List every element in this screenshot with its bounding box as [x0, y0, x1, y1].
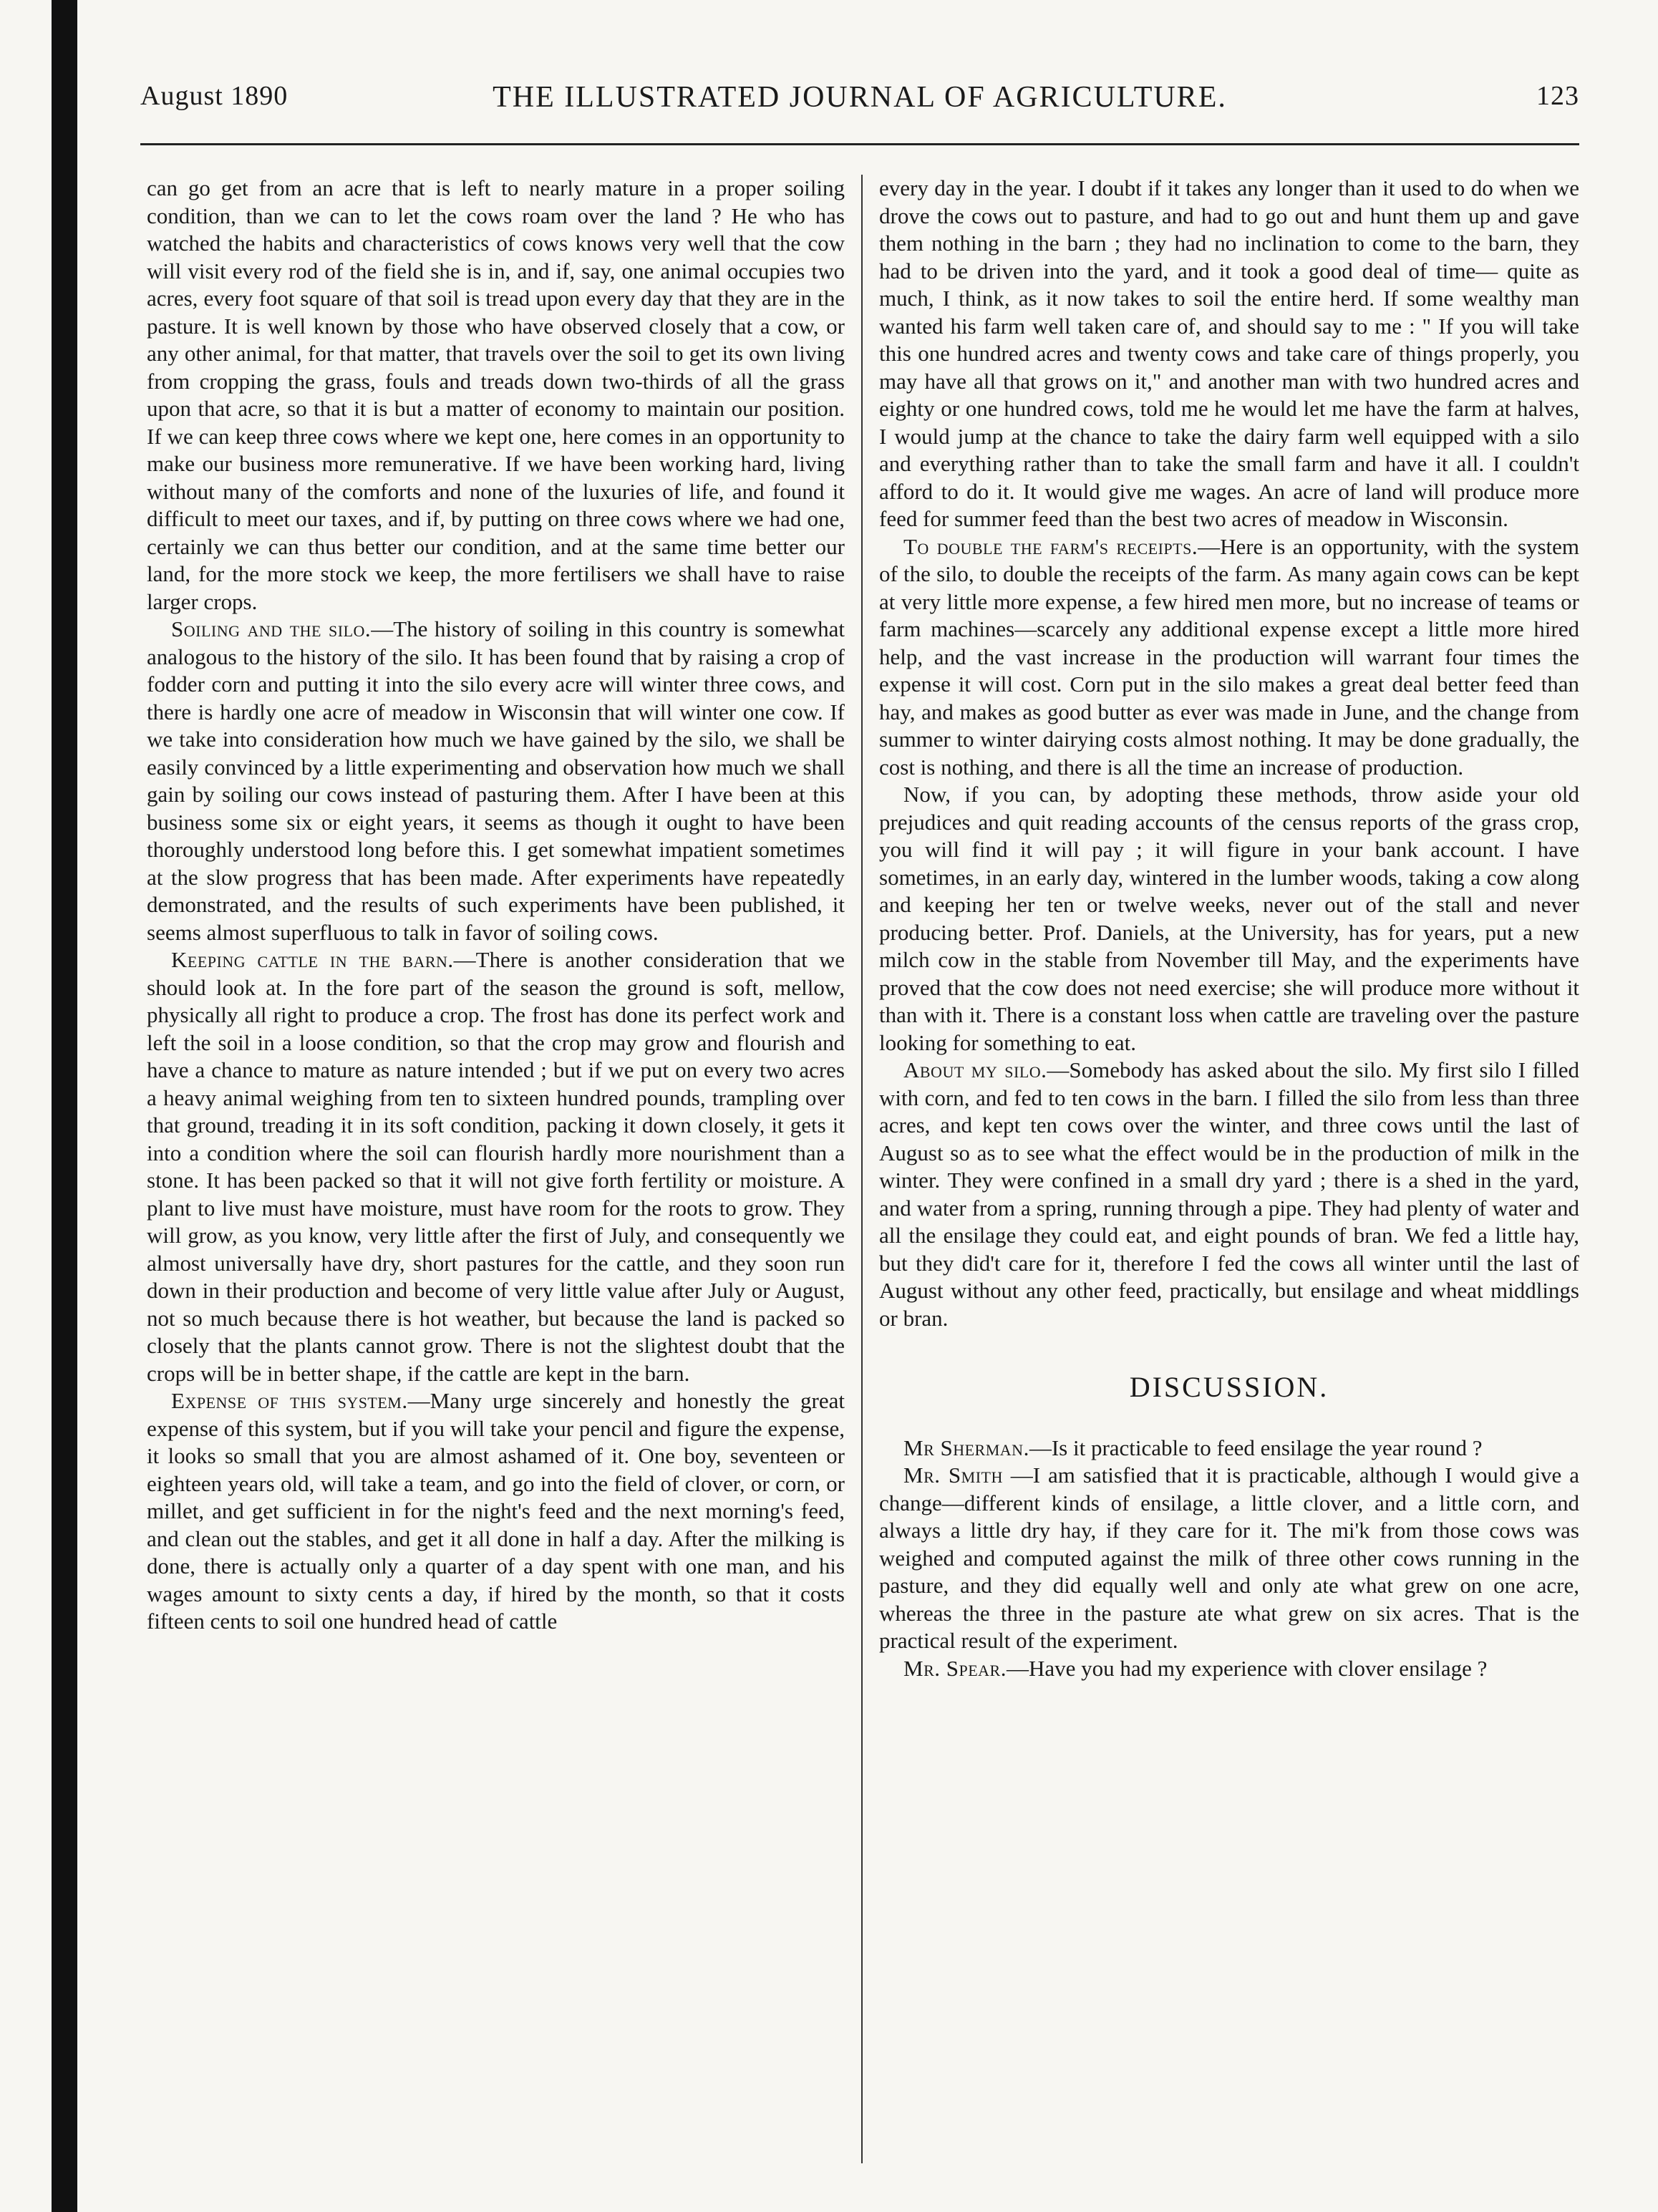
section-heading: Soiling and the silo.	[171, 616, 372, 641]
discussion-paragraph	[879, 1462, 1579, 1655]
discussion-paragraph	[879, 1435, 1579, 1462]
discussion-text: —I am satisfied that it is practicable, although I would give a change—different kinds of ensilage, a little clover, and a little corn, and always a little dry hay, if they care for it. The mi'k from those cows was weighed and computed against the milk of three other cows running in the pasture, and they did equally well and only ate what grew on one acre, whereas the three in the pasture ate what grew on six acres. That is the practical result of the experiment.	[879, 1462, 1579, 1653]
paragraph	[147, 1387, 845, 1636]
paragraph-text: —The history of soiling in this country is somewhat analogous to the history of the silo. It has been found that by raising a crop of fodder corn and putting it into the silo every acre will winter three cows, and there is hardly one acre of meadow in Wisconsin that will winter one cow. If we take into consideration how much we have gained by the silo, we shall be easily convinced by a little experimenting and observation how much we shall gain by soiling our cows instead of pasturing them. After I have been at this business some six or eight years, it seems as though it ought to have been thoroughly understood long before this. I get somewhat impatient sometimes at the slow progress that has been made. After experiments have repeatedly demonstrated, and the results of such experiments have been published, it seems almost superfluous to talk in favor of soiling cows.	[147, 616, 845, 945]
paragraph	[147, 946, 845, 1387]
paragraph: Now, if you can, by adopting these methods, throw aside your old prejudices and quit reading accounts of the census reports of the grass crop, you will find it will pay ; it will figure in your bank account. I have sometimes, in an early day, wintered in the lumber woods, taking a cow along and keeping her ten or twelve weeks, never out of the stall and never producing better. Prof. Daniels, at the University, has for years, put a new milch cow in the stable from November till May, and the experiments have proved that the cow does not need exercise; she will produce more without it than with it. There is a constant loss when cattle are traveling over the pasture looking for something to eat.	[879, 782, 1579, 1055]
page-number: 123	[1536, 81, 1579, 111]
section-heading: To double the farm's receipts.	[903, 533, 1198, 559]
paragraph-text: —Many urge sincerely and honestly the great expense of this system, but if you will take your pencil and figure the expense, it looks so small that you are almost ashamed of it. One boy, seventeen or eighteen years old, will take a team, and go into the field of clover, or corn, or millet, and get sufficient in for the night's feed and the next morning's feed, and clean out the stables, and get it all done in half a day. After the milking is done, there is actually only a quarter of a day spent with one man, and his wages amount to sixty cents a day, if hired by the month, so that it costs fifteen cents to soil one hundred head of cattle	[147, 1388, 845, 1634]
paragraph	[147, 616, 845, 946]
discussion-paragraph	[879, 1655, 1579, 1683]
speaker-name: Mr. Smith	[903, 1462, 1003, 1488]
discussion-heading: DISCUSSION.	[1129, 1371, 1329, 1403]
paragraph-text: —Here is an opportunity, with the system of the silo, to double the receipts of the farm. As many again cows can be kept at very little more expense, a few hired men more, but no increase of teams or farm machines—scarcely any additional expense except a little more hired help, and the vast increase in the production will warrant four times the expense it will cost. Corn put in the silo makes a great deal better feed than hay, and makes as good butter as ever was made in June, and the change from summer to winter dairying costs almost nothing. It may be done gradually, the cost is nothing, and there is all the time an increase of production.	[879, 533, 1579, 780]
section-heading: Expense of this system.	[171, 1388, 408, 1413]
binding-strip	[52, 0, 77, 2212]
page-header	[140, 80, 1579, 123]
right-column	[879, 175, 1579, 1682]
paragraph: can go get from an acre that is left to nearly mature in a proper soiling condition, than we can to let the cows roam over the land ? He who has watched the habits and characteristics of cows knows very well that the cow will visit every rod of the field she is in, and if, say, one animal occupies two acres, every foot square of that soil is tread upon every day that they are in the pasture. It is well known by those who have observed closely that a cow, or any other animal, for that matter, that travels over the soil to get its own living from cropping the grass, fouls and treads down two-thirds of all the grass upon that acre, so that it is but a matter of economy to maintain our position. If we can keep three cows where we kept one, here comes in an opportunity to make our business more remunerative. If we have been working hard, living without many of the comforts and none of the luxuries of life, and found it difficult to meet our taxes, and if, by putting on three cows where we had one, certainly we can thus better our condition, and at the same time better our land, for the more stock we keep, the more fertilisers we shall have to raise larger crops.	[147, 175, 845, 614]
paragraph-text: —Somebody has asked about the silo. My first silo I filled with corn, and fed to ten cows in the barn. I filled the silo from less than three acres, and kept ten cows over the winter, and three cows until the last of August so as to see what the effect would be in the production of milk in the winter. They were confined in a small dry yard ; there is a shed in the yard, and water from a spring, running through a pipe. They had plenty of water and all the ensilage they could eat, and eight pounds of bran. We fed a little hay, but they did't care for it, therefore I fed the cows all winter until the last of August without any other feed, practically, but ensilage and wheat middlings or bran.	[879, 1057, 1579, 1331]
paragraph	[879, 1057, 1579, 1332]
speaker-name: Mr. Spear.	[903, 1655, 1007, 1681]
discussion-text: —Is it practicable to feed ensilage the year round ?	[1029, 1435, 1483, 1460]
paragraph-text: —There is another consideration that we should look at. In the fore part of the season the ground is soft, mellow, physically all right to produce a crop. The frost has done its perfect work and left the soil in a loose condition, so that the crop may grow and flourish and have a chance to mature as nature intended ; but if we put on every two acres a heavy animal weighing from ten to sixteen hundred pounds, trampling over that ground, treading it in its soft condition, packing it down closely, it gets it into a condition where the soil can flourish hardly more nourishment than a stone. It has been packed so that it will not give forth fertility or moisture. A plant to live must have moisture, must have room for the roots to grow. They will grow, as you know, very little after the first of July, and consequently we almost universally have dry, short pastures for the cattle, and they soon run down in their production and become of very little value after July or August, not so much because there is hot weather, but because the land is packed so closely that the plants cannot grow. There is not the slightest doubt that the crops will be in better shape, if the cattle are kept in the barn.	[147, 947, 845, 1386]
journal-title: THE ILLUSTRATED JOURNAL OF AGRICULTURE.	[493, 81, 1227, 114]
discussion-text: —Have you had my experience with clover ensilage ?	[1006, 1655, 1488, 1681]
section-heading: Keeping cattle in the barn.	[171, 947, 454, 972]
paragraph: every day in the year. I doubt if it takes any longer than it used to do when we drove the cows out to pasture, and had to go out and hunt them up and gave them nothing in the barn ; they had no inclination to come to the barn, they had to be driven into the yard, and it took a good deal of time— quite as much, I think, as it now takes to soil the entire herd. If some wealthy man wanted his farm well taken care of, and should say to me : " If you will take this one hundred acres and twenty cows and take care of things properly, you may have all that grows on it," and another man with two hundred acres and eighty or one hundred cows, told me he would let me have the farm at halves, I would jump at the chance to take the dairy farm well equipped with a silo and everything rather than to take the small farm and have it all. I couldn't afford to do it. It would give me wages. An acre of land will produce more feed for summer feed than the best two acres of meadow in Wisconsin.	[879, 175, 1579, 531]
issue-date: August 1890	[140, 81, 289, 111]
speaker-name: Mr Sherman.	[903, 1435, 1029, 1460]
header-rule	[140, 143, 1579, 145]
left-column	[147, 175, 845, 1636]
column-divider	[861, 175, 863, 2163]
section-heading: About my silo.	[903, 1057, 1047, 1082]
paragraph	[879, 533, 1579, 782]
